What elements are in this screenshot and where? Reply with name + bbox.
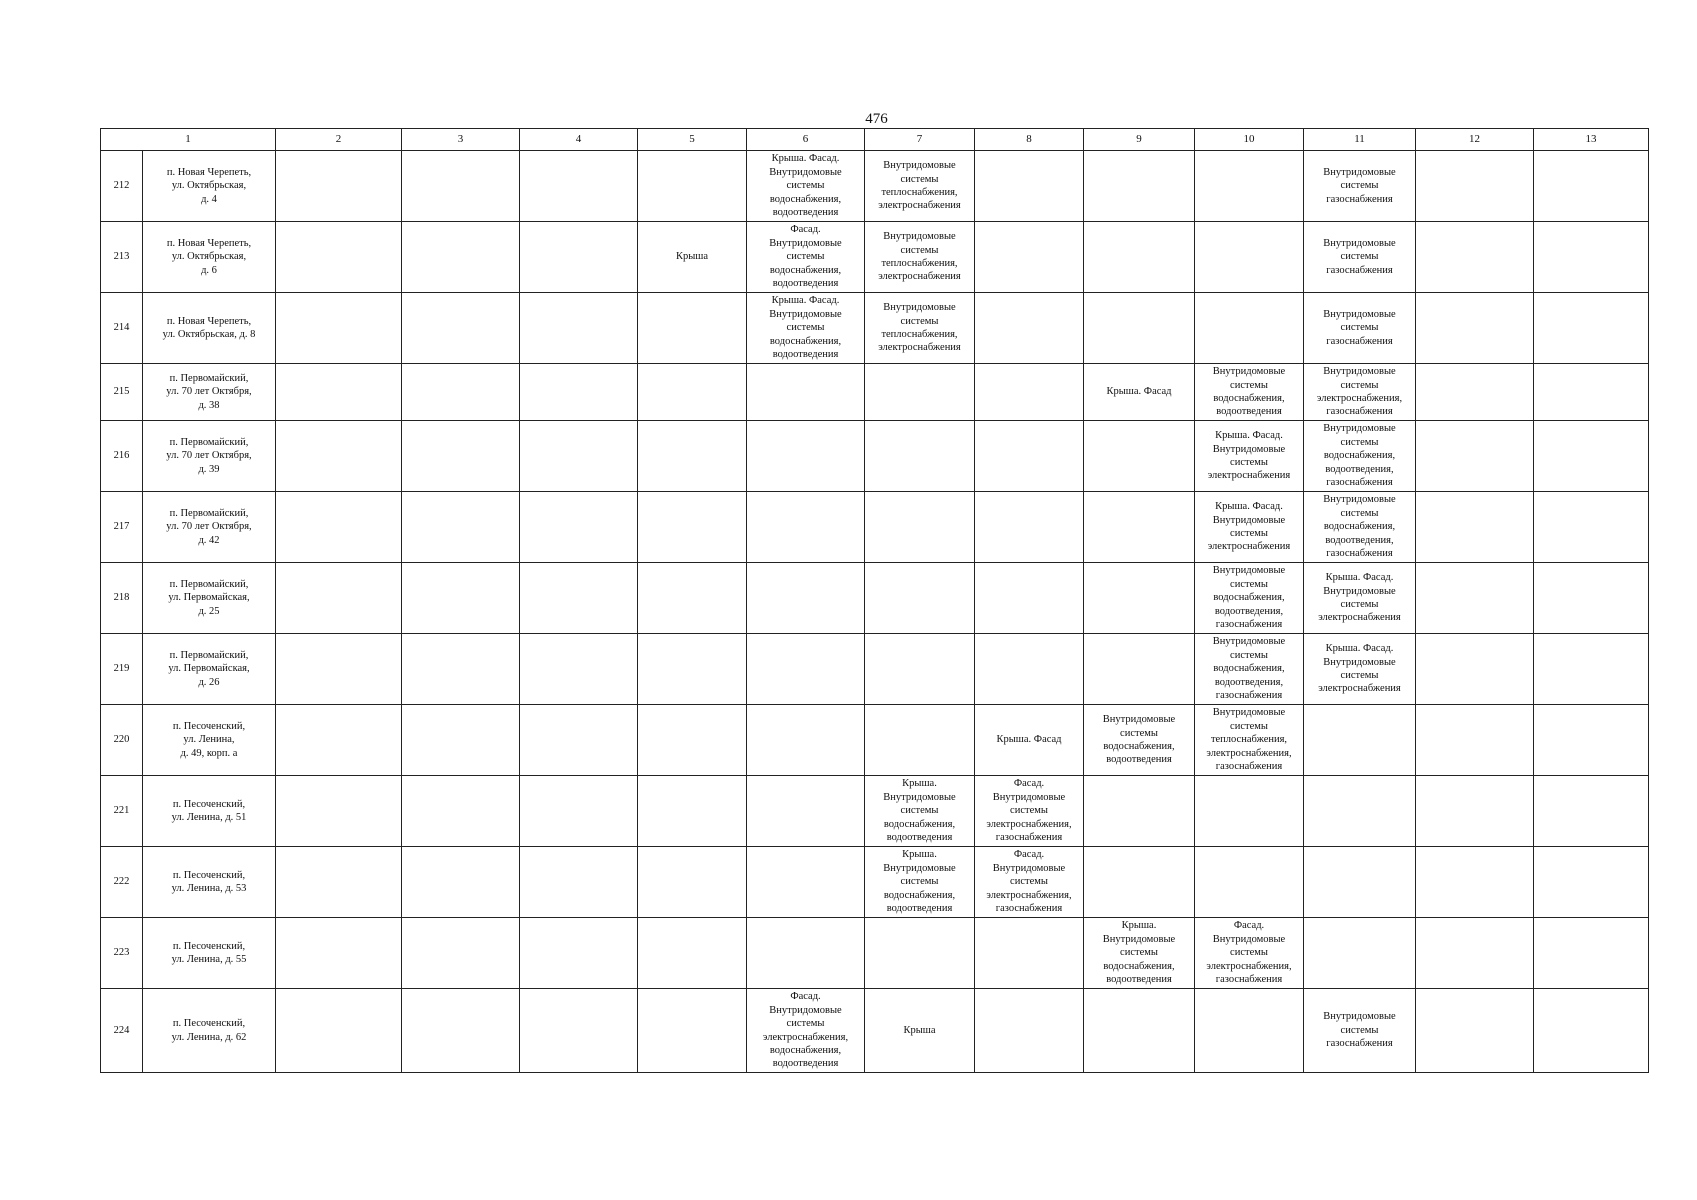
work-cell-col-4: [520, 918, 638, 989]
work-cell-col-4: [520, 847, 638, 918]
table-row: [101, 492, 1649, 563]
work-cell-col-11: Крыша. Фасад. Внутридомовые системы электроснабжения: [1304, 634, 1416, 705]
work-cell-col-9: [1084, 989, 1195, 1073]
work-cell-col-3: [402, 293, 520, 364]
work-cell-col-6: [747, 847, 865, 918]
column-header: 9: [1084, 129, 1195, 151]
work-cell-col-5: [638, 705, 747, 776]
work-cell-col-10: Внутридомовые системы водоснабжения, водоотведения, газоснабжения: [1195, 563, 1304, 634]
work-cell-col-2: [276, 222, 402, 293]
work-cell-col-3: [402, 492, 520, 563]
row-number-cell: 224: [101, 989, 143, 1073]
work-cell-col-11: Внутридомовые системы газоснабжения: [1304, 222, 1416, 293]
work-cell-col-5: [638, 847, 747, 918]
work-cell-col-13: [1534, 634, 1649, 705]
work-cell-col-4: [520, 222, 638, 293]
work-cell-col-12: [1416, 776, 1534, 847]
work-cell-col-4: [520, 705, 638, 776]
work-cell-col-8: [975, 364, 1084, 421]
work-cell-col-8: [975, 492, 1084, 563]
table-row: [101, 151, 1649, 222]
work-cell-col-5: [638, 151, 747, 222]
address-cell: п. Новая Черепеть, ул. Октябрьская, д. 4: [143, 151, 276, 222]
work-cell-col-12: [1416, 847, 1534, 918]
work-cell-col-3: [402, 918, 520, 989]
work-cell-col-12: [1416, 364, 1534, 421]
work-cell-col-8: [975, 151, 1084, 222]
work-cell-col-3: [402, 989, 520, 1073]
work-cell-col-13: [1534, 364, 1649, 421]
work-cell-col-7: Крыша. Внутридомовые системы водоснабжения, водоотведения: [865, 847, 975, 918]
work-cell-col-9: [1084, 634, 1195, 705]
work-cell-col-11: [1304, 847, 1416, 918]
table-row: [101, 364, 1649, 421]
work-cell-col-7: [865, 634, 975, 705]
table-row: [101, 421, 1649, 492]
table-row: [101, 293, 1649, 364]
work-cell-col-10: [1195, 151, 1304, 222]
work-cell-col-6: [747, 563, 865, 634]
work-cell-col-8: Крыша. Фасад: [975, 705, 1084, 776]
work-cell-col-13: [1534, 222, 1649, 293]
work-cell-col-6: [747, 776, 865, 847]
work-cell-col-3: [402, 222, 520, 293]
work-cell-col-2: [276, 151, 402, 222]
work-cell-col-3: [402, 705, 520, 776]
address-cell: п. Первомайский, ул. 70 лет Октября, д. 42: [143, 492, 276, 563]
work-cell-col-2: [276, 776, 402, 847]
work-cell-col-6: [747, 705, 865, 776]
work-cell-col-9: [1084, 421, 1195, 492]
work-cell-col-9: Крыша. Внутридомовые системы водоснабжения, водоотведения: [1084, 918, 1195, 989]
table-row: [101, 563, 1649, 634]
work-cell-col-3: [402, 776, 520, 847]
work-cell-col-9: Крыша. Фасад: [1084, 364, 1195, 421]
table-row: [101, 989, 1649, 1073]
work-cell-col-5: [638, 918, 747, 989]
work-cell-col-5: [638, 492, 747, 563]
row-number-cell: 220: [101, 705, 143, 776]
work-cell-col-6: Фасад. Внутридомовые системы водоснабжения, водоотведения: [747, 222, 865, 293]
work-cell-col-4: [520, 989, 638, 1073]
work-cell-col-6: Крыша. Фасад. Внутридомовые системы водоснабжения, водоотведения: [747, 293, 865, 364]
work-cell-col-2: [276, 364, 402, 421]
address-cell: п. Первомайский, ул. 70 лет Октября, д. 38: [143, 364, 276, 421]
work-cell-col-8: Фасад. Внутридомовые системы электроснабжения, газоснабжения: [975, 847, 1084, 918]
work-cell-col-7: Крыша: [865, 989, 975, 1073]
address-cell: п. Первомайский, ул. Первомайская, д. 25: [143, 563, 276, 634]
work-cell-col-13: [1534, 776, 1649, 847]
work-cell-col-2: [276, 705, 402, 776]
work-cell-col-7: Внутридомовые системы теплоснабжения, электроснабжения: [865, 222, 975, 293]
row-number-cell: 217: [101, 492, 143, 563]
column-header: 10: [1195, 129, 1304, 151]
column-header: 4: [520, 129, 638, 151]
work-cell-col-5: Крыша: [638, 222, 747, 293]
repair-schedule-table: [100, 128, 1649, 1073]
work-cell-col-8: [975, 421, 1084, 492]
work-cell-col-10: [1195, 847, 1304, 918]
work-cell-col-9: [1084, 293, 1195, 364]
address-cell: п. Первомайский, ул. Первомайская, д. 26: [143, 634, 276, 705]
address-cell: п. Песоченский, ул. Ленина, д. 55: [143, 918, 276, 989]
work-cell-col-3: [402, 847, 520, 918]
work-cell-col-6: [747, 492, 865, 563]
work-cell-col-7: [865, 563, 975, 634]
address-cell: п. Новая Черепеть, ул. Октябрьская, д. 6: [143, 222, 276, 293]
work-cell-col-2: [276, 634, 402, 705]
work-cell-col-7: Крыша. Внутридомовые системы водоснабжения, водоотведения: [865, 776, 975, 847]
table-row: [101, 847, 1649, 918]
work-cell-col-4: [520, 421, 638, 492]
row-number-cell: 214: [101, 293, 143, 364]
work-cell-col-5: [638, 293, 747, 364]
work-cell-col-11: [1304, 705, 1416, 776]
work-cell-col-13: [1534, 989, 1649, 1073]
table-row: [101, 634, 1649, 705]
address-cell: п. Новая Черепеть, ул. Октябрьская, д. 8: [143, 293, 276, 364]
work-cell-col-10: [1195, 293, 1304, 364]
work-cell-col-5: [638, 421, 747, 492]
work-cell-col-10: Внутридомовые системы водоснабжения, водоотведения, газоснабжения: [1195, 634, 1304, 705]
work-cell-col-3: [402, 634, 520, 705]
table-row: [101, 222, 1649, 293]
work-cell-col-2: [276, 563, 402, 634]
work-cell-col-4: [520, 293, 638, 364]
work-cell-col-2: [276, 918, 402, 989]
work-cell-col-4: [520, 563, 638, 634]
work-cell-col-9: [1084, 776, 1195, 847]
work-cell-col-9: [1084, 847, 1195, 918]
work-cell-col-4: [520, 776, 638, 847]
work-cell-col-6: [747, 364, 865, 421]
column-header: 13: [1534, 129, 1649, 151]
address-cell: п. Песоченский, ул. Ленина, д. 51: [143, 776, 276, 847]
work-cell-col-8: [975, 989, 1084, 1073]
work-cell-col-10: Крыша. Фасад. Внутридомовые системы электроснабжения: [1195, 421, 1304, 492]
work-cell-col-10: Внутридомовые системы водоснабжения, водоотведения: [1195, 364, 1304, 421]
table-row: [101, 918, 1649, 989]
work-cell-col-8: [975, 563, 1084, 634]
work-cell-col-13: [1534, 563, 1649, 634]
work-cell-col-7: Внутридомовые системы теплоснабжения, электроснабжения: [865, 293, 975, 364]
work-cell-col-4: [520, 151, 638, 222]
work-cell-col-12: [1416, 563, 1534, 634]
work-cell-col-8: [975, 634, 1084, 705]
work-cell-col-7: [865, 918, 975, 989]
work-cell-col-13: [1534, 492, 1649, 563]
column-header: 1: [101, 129, 276, 151]
work-cell-col-12: [1416, 918, 1534, 989]
row-number-cell: 218: [101, 563, 143, 634]
work-cell-col-4: [520, 492, 638, 563]
work-cell-col-7: Внутридомовые системы теплоснабжения, электроснабжения: [865, 151, 975, 222]
work-cell-col-6: [747, 918, 865, 989]
work-cell-col-11: Внутридомовые системы водоснабжения, водоотведения, газоснабжения: [1304, 421, 1416, 492]
table-row: [101, 776, 1649, 847]
work-cell-col-12: [1416, 989, 1534, 1073]
work-cell-col-6: [747, 634, 865, 705]
work-cell-col-13: [1534, 151, 1649, 222]
work-cell-col-12: [1416, 222, 1534, 293]
work-cell-col-7: [865, 705, 975, 776]
work-cell-col-4: [520, 634, 638, 705]
address-cell: п. Песоченский, ул. Ленина, д. 53: [143, 847, 276, 918]
work-cell-col-13: [1534, 705, 1649, 776]
work-cell-col-5: [638, 563, 747, 634]
work-cell-col-11: Внутридомовые системы водоснабжения, водоотведения, газоснабжения: [1304, 492, 1416, 563]
work-cell-col-3: [402, 151, 520, 222]
work-cell-col-2: [276, 421, 402, 492]
column-header: 12: [1416, 129, 1534, 151]
row-number-cell: 216: [101, 421, 143, 492]
table-row: [101, 705, 1649, 776]
work-cell-col-2: [276, 492, 402, 563]
work-cell-col-3: [402, 364, 520, 421]
work-cell-col-5: [638, 364, 747, 421]
column-header: 11: [1304, 129, 1416, 151]
work-cell-col-2: [276, 293, 402, 364]
work-cell-col-12: [1416, 293, 1534, 364]
work-cell-col-10: [1195, 989, 1304, 1073]
column-number-row: [101, 129, 1649, 151]
work-cell-col-10: [1195, 222, 1304, 293]
row-number-cell: 212: [101, 151, 143, 222]
work-cell-col-8: Фасад. Внутридомовые системы электроснабжения, газоснабжения: [975, 776, 1084, 847]
work-cell-col-11: Внутридомовые системы газоснабжения: [1304, 151, 1416, 222]
work-cell-col-13: [1534, 293, 1649, 364]
work-cell-col-9: [1084, 151, 1195, 222]
address-cell: п. Песоченский, ул. Ленина, д. 49, корп. а: [143, 705, 276, 776]
column-header: 5: [638, 129, 747, 151]
work-cell-col-6: Фасад. Внутридомовые системы электроснабжения, водоснабжения, водоотведения: [747, 989, 865, 1073]
work-cell-col-13: [1534, 421, 1649, 492]
work-cell-col-5: [638, 776, 747, 847]
work-cell-col-10: Внутридомовые системы теплоснабжения, электроснабжения, газоснабжения: [1195, 705, 1304, 776]
work-cell-col-11: Внутридомовые системы электроснабжения, газоснабжения: [1304, 364, 1416, 421]
work-cell-col-13: [1534, 918, 1649, 989]
work-cell-col-7: [865, 421, 975, 492]
address-cell: п. Песоченский, ул. Ленина, д. 62: [143, 989, 276, 1073]
column-header: 8: [975, 129, 1084, 151]
work-cell-col-9: [1084, 492, 1195, 563]
work-cell-col-12: [1416, 421, 1534, 492]
row-number-cell: 223: [101, 918, 143, 989]
work-cell-col-2: [276, 989, 402, 1073]
work-cell-col-10: Фасад. Внутридомовые системы электроснабжения, газоснабжения: [1195, 918, 1304, 989]
column-header: 2: [276, 129, 402, 151]
work-cell-col-6: [747, 421, 865, 492]
work-cell-col-10: Крыша. Фасад. Внутридомовые системы электроснабжения: [1195, 492, 1304, 563]
work-cell-col-6: Крыша. Фасад. Внутридомовые системы водоснабжения, водоотведения: [747, 151, 865, 222]
work-cell-col-5: [638, 989, 747, 1073]
work-cell-col-8: [975, 918, 1084, 989]
work-cell-col-12: [1416, 492, 1534, 563]
row-number-cell: 219: [101, 634, 143, 705]
work-cell-col-9: Внутридомовые системы водоснабжения, водоотведения: [1084, 705, 1195, 776]
work-cell-col-13: [1534, 847, 1649, 918]
row-number-cell: 215: [101, 364, 143, 421]
work-cell-col-8: [975, 293, 1084, 364]
column-header: 3: [402, 129, 520, 151]
table-body: [101, 151, 1649, 1073]
address-cell: п. Первомайский, ул. 70 лет Октября, д. 39: [143, 421, 276, 492]
work-cell-col-3: [402, 563, 520, 634]
column-header: 6: [747, 129, 865, 151]
work-cell-col-11: [1304, 776, 1416, 847]
work-cell-col-11: Крыша. Фасад. Внутридомовые системы электроснабжения: [1304, 563, 1416, 634]
row-number-cell: 222: [101, 847, 143, 918]
row-number-cell: 221: [101, 776, 143, 847]
work-cell-col-12: [1416, 705, 1534, 776]
work-cell-col-4: [520, 364, 638, 421]
work-cell-col-10: [1195, 776, 1304, 847]
work-cell-col-12: [1416, 634, 1534, 705]
work-cell-col-8: [975, 222, 1084, 293]
column-header: 7: [865, 129, 975, 151]
work-cell-col-12: [1416, 151, 1534, 222]
work-cell-col-2: [276, 847, 402, 918]
work-cell-col-11: Внутридомовые системы газоснабжения: [1304, 293, 1416, 364]
work-cell-col-9: [1084, 222, 1195, 293]
work-cell-col-9: [1084, 563, 1195, 634]
work-cell-col-3: [402, 421, 520, 492]
work-cell-col-5: [638, 634, 747, 705]
work-cell-col-11: Внутридомовые системы газоснабжения: [1304, 989, 1416, 1073]
work-cell-col-7: [865, 492, 975, 563]
work-cell-col-7: [865, 364, 975, 421]
row-number-cell: 213: [101, 222, 143, 293]
work-cell-col-11: [1304, 918, 1416, 989]
page-number: 476: [865, 111, 888, 127]
